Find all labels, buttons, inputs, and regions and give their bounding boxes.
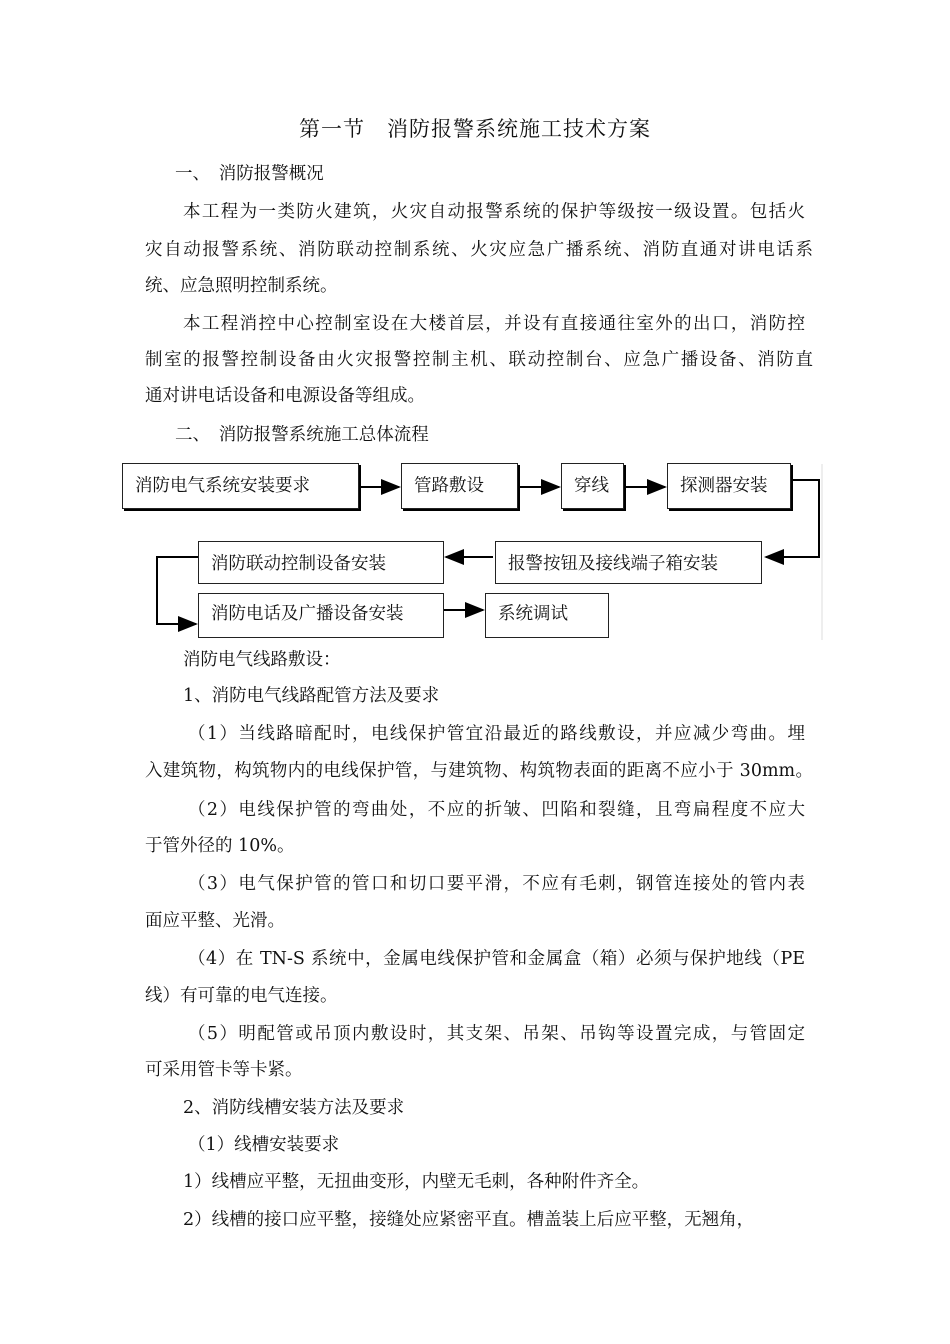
body-item1-line2: 入建筑物，构筑物内的电线保护管，与建筑物、构筑物表面的距离不应小于 30mm。	[145, 761, 813, 781]
body-heading-conduit: 1、消防电气线路配管方法及要求	[183, 686, 440, 706]
section1-paragraph2-line2: 制室的报警控制设备由火灾报警控制主机、联动控制台、应急广播设备、消防直	[145, 350, 813, 370]
body-heading-trunking: 2、消防线槽安装方法及要求	[183, 1098, 405, 1118]
section2-heading: 二、 消防报警系统施工总体流程	[175, 425, 429, 445]
section1-paragraph1-line2: 灾自动报警系统、消防联动控制系统、火灾应急广播系统、消防直通对讲电话系	[145, 240, 813, 260]
body-item3-line2: 面应平整、光滑。	[145, 911, 285, 931]
body-item5-line1: （5）明配管或吊顶内敷设时，其支架、吊架、吊钩等设置完成，与管固定	[188, 1024, 805, 1044]
page-title: 第一节 消防报警系统施工技术方案	[299, 117, 651, 141]
flow-step-electrical-requirements: 消防电气系统安装要求	[122, 463, 359, 509]
body-item2-line2: 于管外径的 10%。	[145, 836, 295, 856]
body-line-wiring-laying: 消防电气线路敷设：	[183, 650, 341, 670]
body-item2-line1: （2）电线保护管的弯曲处，不应的折皱、凹陷和裂缝，且弯扁程度不应大	[188, 800, 805, 820]
body-trunking-item2: 2）线槽的接口应平整，接缝处应紧密平直。槽盖装上后应平整，无翘角，	[183, 1210, 755, 1230]
body-trunking-item1: 1）线槽应平整，无扭曲变形，内壁无毛刺，各种附件齐全。	[183, 1172, 650, 1192]
flow-step-detector-install: 探测器安装	[667, 463, 791, 509]
flow-step-alarm-button-install: 报警按钮及接线端子箱安装	[495, 541, 762, 584]
body-item3-line1: （3）电气保护管的管口和切口要平滑，不应有毛刺，钢管连接处的管内表	[188, 874, 805, 894]
flow-step-wiring: 穿线	[561, 463, 624, 509]
flow-step-system-debug: 系统调试	[485, 593, 609, 638]
section1-paragraph1-line3: 统、应急照明控制系统。	[145, 276, 338, 296]
body-item4-line1: （4）在 TN-S 系统中，金属电线保护管和金属盒（箱）必须与保护地线（PE	[188, 949, 805, 969]
arrow-step6-step7	[157, 557, 198, 624]
flow-step-linkage-control-install: 消防联动控制设备安装	[198, 541, 444, 584]
body-item1-line1: （1）当线路暗配时，电线保护管宜沿最近的路线敷设，并应减少弯曲。埋	[188, 724, 805, 744]
section1-paragraph2-line3: 通对讲电话设备和电源设备等组成。	[145, 386, 425, 406]
section1-paragraph1-line1: 本工程为一类防火建筑，火灾自动报警系统的保护等级按一级设置。包括火	[183, 202, 805, 222]
body-item5-line2: 可采用管卡等卡紧。	[145, 1060, 303, 1080]
body-item4-line2: 线）有可靠的电气连接。	[145, 986, 338, 1006]
flow-step-pipe-laying: 管路敷设	[401, 463, 518, 509]
section1-paragraph2-line1: 本工程消控中心控制室设在大楼首层，并设有直接通往室外的出口，消防控	[183, 314, 805, 334]
flow-step-phone-broadcast-install: 消防电话及广播设备安装	[198, 593, 444, 638]
section1-heading: 一、 消防报警概况	[175, 164, 324, 184]
body-trunking-requirements: （1）线槽安装要求	[188, 1135, 340, 1155]
